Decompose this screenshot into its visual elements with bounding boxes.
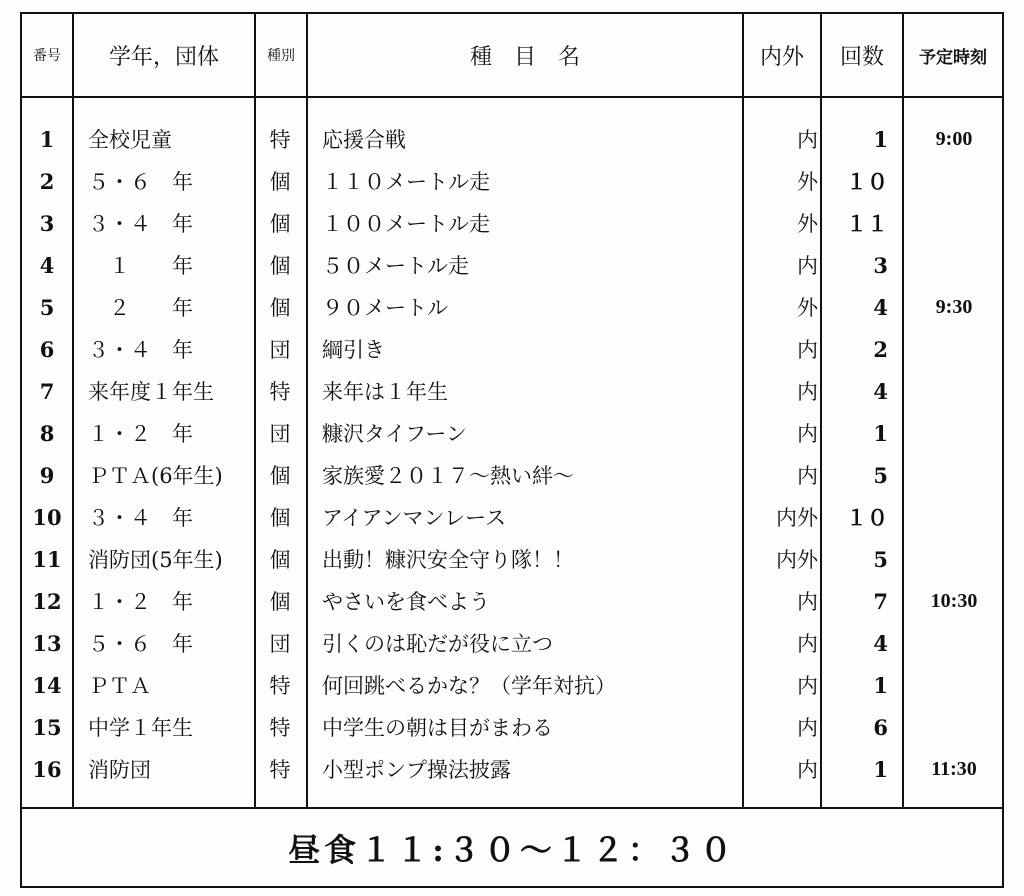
row-number: 1 xyxy=(39,126,55,152)
row-grade: ５・６ 年 xyxy=(88,632,193,656)
row-category: 個 xyxy=(269,170,291,194)
row-event-name: 小型ポンプ操法披露 xyxy=(322,758,511,782)
row-number: 10 xyxy=(32,504,62,530)
row-event-name: アイアンマンレース xyxy=(322,506,507,530)
row-category: 個 xyxy=(269,506,291,530)
header-scheduled-time: 予定時刻 xyxy=(919,47,987,68)
row-category: 個 xyxy=(269,254,291,278)
row-number: 15 xyxy=(32,714,62,740)
row-count: 1 xyxy=(873,672,888,698)
table-row xyxy=(22,160,1002,202)
row-count: 1 xyxy=(873,420,888,446)
row-in-out: 内 xyxy=(797,674,818,698)
row-number: 4 xyxy=(39,252,55,278)
row-event-name: 応援合戦 xyxy=(322,128,406,152)
row-in-out: 内 xyxy=(797,380,818,404)
row-in-out: 内 xyxy=(797,632,818,656)
row-time xyxy=(906,202,1002,244)
row-time xyxy=(906,160,1002,202)
row-count: 1 xyxy=(873,126,888,152)
row-category: 個 xyxy=(269,212,291,236)
row-grade: ＰＴＡ xyxy=(88,674,151,698)
row-grade: ＰＴＡ(6年生) xyxy=(88,464,223,488)
row-in-out: 内 xyxy=(797,338,818,362)
header-event-name: 種 目 名 xyxy=(469,44,580,70)
row-count: 3 xyxy=(873,252,888,278)
row-category: 団 xyxy=(269,422,291,446)
table-row xyxy=(22,454,1002,496)
table-row xyxy=(22,202,1002,244)
row-number: 7 xyxy=(39,378,55,404)
row-grade: ３・４ 年 xyxy=(88,506,193,530)
row-grade: １・２ 年 xyxy=(88,422,193,446)
row-category: 個 xyxy=(269,296,291,320)
row-category: 団 xyxy=(269,338,291,362)
row-event-name: 来年は１年生 xyxy=(322,380,448,404)
row-number: 13 xyxy=(32,630,62,656)
row-event-name: やさいを食べよう xyxy=(322,590,490,614)
row-number: 8 xyxy=(39,420,55,446)
table-row xyxy=(22,664,1002,706)
row-count: 2 xyxy=(873,336,888,362)
row-in-out: 内 xyxy=(797,464,818,488)
table-row xyxy=(22,244,1002,286)
table-row xyxy=(22,538,1002,580)
program-table xyxy=(20,12,1004,888)
row-category: 特 xyxy=(269,758,291,782)
row-count: 7 xyxy=(873,588,888,614)
header-count: 回数 xyxy=(839,44,884,70)
row-count: 5 xyxy=(873,546,888,572)
row-time: 9:30 xyxy=(935,295,973,318)
row-category: 団 xyxy=(269,632,291,656)
header-in-out: 内外 xyxy=(759,44,804,70)
row-count: 4 xyxy=(873,294,888,320)
table-row xyxy=(22,286,1002,328)
row-count: 1 xyxy=(873,756,888,782)
row-time: 10:30 xyxy=(930,589,978,612)
row-number: 3 xyxy=(39,210,55,236)
row-count: １０ xyxy=(846,169,888,194)
row-category: 個 xyxy=(269,590,291,614)
row-in-out: 内外 xyxy=(776,506,818,530)
row-in-out: 内 xyxy=(797,716,818,740)
table-row xyxy=(22,118,1002,160)
row-count: １１ xyxy=(846,211,888,236)
row-in-out: 外 xyxy=(797,212,818,236)
row-time xyxy=(906,664,1002,706)
row-grade: 消防団 xyxy=(88,758,151,782)
row-event-name: １００メートル走 xyxy=(322,212,490,236)
row-event-name: ９０メートル xyxy=(322,296,448,320)
row-in-out: 内 xyxy=(797,422,818,446)
row-grade: 全校児童 xyxy=(88,128,172,152)
row-count: 5 xyxy=(873,462,888,488)
header-number: 番号 xyxy=(33,48,61,64)
row-category: 特 xyxy=(269,380,291,404)
row-in-out: 外 xyxy=(797,170,818,194)
row-grade: 中学１年生 xyxy=(88,716,193,740)
row-number: 14 xyxy=(32,672,62,698)
row-time xyxy=(906,370,1002,412)
table-row xyxy=(22,328,1002,370)
row-number: 12 xyxy=(32,588,62,614)
row-time: 11:30 xyxy=(931,757,977,780)
row-time xyxy=(906,454,1002,496)
table-row xyxy=(22,412,1002,454)
row-count: 6 xyxy=(873,714,888,740)
row-event-name: 綱引き xyxy=(322,338,385,362)
row-category: 個 xyxy=(269,548,291,572)
row-event-name: 出動！糠沢安全守り隊！！ xyxy=(322,548,574,572)
row-event-name: 引くのは恥だが役に立つ xyxy=(322,632,553,656)
row-grade: ２ 年 xyxy=(88,296,193,320)
row-category: 特 xyxy=(269,674,291,698)
row-time xyxy=(906,538,1002,580)
row-category: 個 xyxy=(269,464,291,488)
row-time xyxy=(906,244,1002,286)
row-grade: １ 年 xyxy=(88,254,193,278)
row-number: 5 xyxy=(39,294,55,320)
row-number: 16 xyxy=(32,756,62,782)
row-grade: ３・４ 年 xyxy=(88,338,193,362)
row-in-out: 内 xyxy=(797,254,818,278)
row-number: 2 xyxy=(39,168,55,194)
row-event-name: 中学生の朝は目がまわる xyxy=(322,716,553,740)
lunch-break-banner: 昼食１１:３０～１２：３０ xyxy=(288,830,736,869)
row-in-out: 内外 xyxy=(776,548,818,572)
row-event-name: 何回跳べるかな？（学年対抗） xyxy=(322,674,616,698)
row-time xyxy=(906,496,1002,538)
row-count: 4 xyxy=(873,378,888,404)
row-time xyxy=(906,706,1002,748)
table-row xyxy=(22,622,1002,664)
row-category: 特 xyxy=(269,128,291,152)
row-event-name: ５０メートル走 xyxy=(322,254,469,278)
row-in-out: 外 xyxy=(797,296,818,320)
row-grade: 消防団(5年生) xyxy=(88,548,223,572)
table-row xyxy=(22,580,1002,622)
row-event-name: １１０メートル走 xyxy=(322,170,490,194)
header-rule xyxy=(22,96,1002,98)
header-category: 種別 xyxy=(267,48,295,64)
row-count: １０ xyxy=(846,505,888,530)
row-number: 6 xyxy=(39,336,55,362)
row-grade: ３・４ 年 xyxy=(88,212,193,236)
table-row xyxy=(22,496,1002,538)
row-grade: ５・６ 年 xyxy=(88,170,193,194)
row-category: 特 xyxy=(269,716,291,740)
row-time xyxy=(906,412,1002,454)
row-event-name: 糠沢タイフーン xyxy=(322,422,467,446)
row-number: 11 xyxy=(32,546,62,572)
row-in-out: 内 xyxy=(797,758,818,782)
row-in-out: 内 xyxy=(797,128,818,152)
row-time xyxy=(906,622,1002,664)
row-grade: １・２ 年 xyxy=(88,590,193,614)
row-time xyxy=(906,328,1002,370)
row-grade: 来年度１年生 xyxy=(88,380,214,404)
row-event-name: 家族愛２０１７～熱い絆～ xyxy=(322,464,574,488)
row-count: 4 xyxy=(873,630,888,656)
row-number: 9 xyxy=(39,462,55,488)
table-row xyxy=(22,370,1002,412)
table-row xyxy=(22,706,1002,748)
table-row xyxy=(22,748,1002,790)
row-time: 9:00 xyxy=(935,127,973,150)
header-grade-group: 学年，団体 xyxy=(108,44,219,70)
row-in-out: 内 xyxy=(797,590,818,614)
